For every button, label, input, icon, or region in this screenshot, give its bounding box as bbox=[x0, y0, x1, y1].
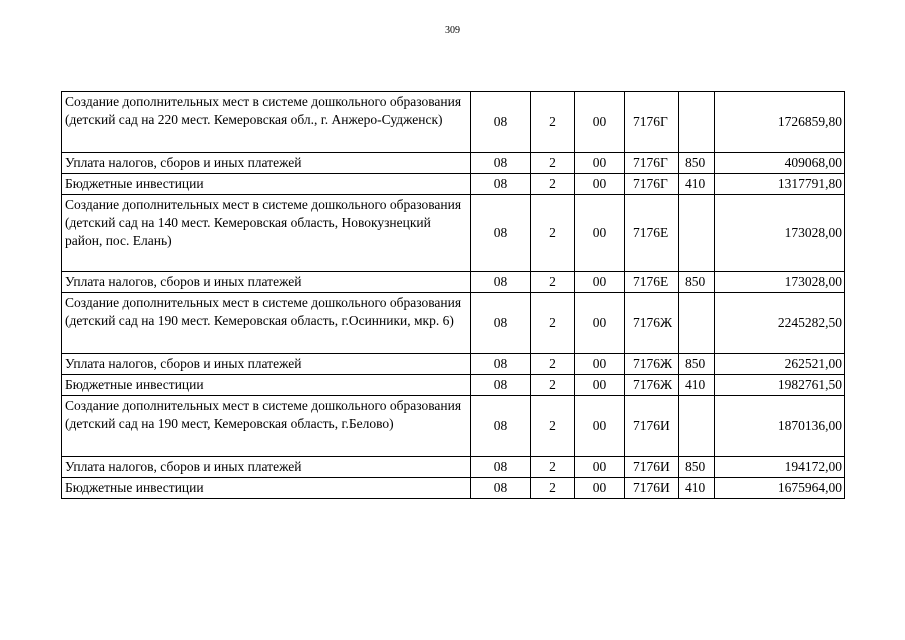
row-name: Уплата налогов, сборов и иных платежей bbox=[62, 354, 471, 375]
row-name: Бюджетные инвестиции bbox=[62, 478, 471, 499]
row-target-code: 7176Г bbox=[625, 174, 679, 195]
row-expense-type: 850 bbox=[679, 153, 715, 174]
row-expense-type: 850 bbox=[679, 457, 715, 478]
row-section: 08 bbox=[471, 375, 531, 396]
row-section: 08 bbox=[471, 396, 531, 457]
row-subsection: 2 bbox=[531, 272, 575, 293]
row-amount: 1317791,80 bbox=[715, 174, 845, 195]
row-section: 08 bbox=[471, 174, 531, 195]
row-section: 08 bbox=[471, 293, 531, 354]
row-amount: 262521,00 bbox=[715, 354, 845, 375]
row-expense-type: 410 bbox=[679, 375, 715, 396]
row-name: Уплата налогов, сборов и иных платежей bbox=[62, 272, 471, 293]
row-name: Уплата налогов, сборов и иных платежей bbox=[62, 153, 471, 174]
row-subsection: 2 bbox=[531, 478, 575, 499]
row-section: 08 bbox=[471, 272, 531, 293]
row-section: 08 bbox=[471, 153, 531, 174]
row-target-code: 7176Ж bbox=[625, 375, 679, 396]
row-name: Бюджетные инвестиции bbox=[62, 375, 471, 396]
page-number: 309 bbox=[445, 25, 460, 36]
row-target-code: 7176И bbox=[625, 478, 679, 499]
row-name: Создание дополнительных мест в системе дошкольного образования (детский сад на 220 мест. Кемеровская обл., г. Анжеро-Судженск) bbox=[62, 92, 471, 153]
row-amount: 1726859,80 bbox=[715, 92, 845, 153]
row-expense-type bbox=[679, 92, 715, 153]
row-amount: 173028,00 bbox=[715, 195, 845, 272]
row-target-code-prefix: 00 bbox=[575, 293, 625, 354]
row-expense-type bbox=[679, 293, 715, 354]
row-name: Создание дополнительных мест в системе дошкольного образования (детский сад на 190 мест, Кемеровская область, г.Белово) bbox=[62, 396, 471, 457]
row-subsection: 2 bbox=[531, 396, 575, 457]
row-target-code-prefix: 00 bbox=[575, 375, 625, 396]
row-target-code: 7176Г bbox=[625, 153, 679, 174]
row-target-code: 7176Г bbox=[625, 92, 679, 153]
row-target-code-prefix: 00 bbox=[575, 272, 625, 293]
row-expense-type bbox=[679, 195, 715, 272]
row-target-code-prefix: 00 bbox=[575, 478, 625, 499]
row-amount: 2245282,50 bbox=[715, 293, 845, 354]
row-name: Бюджетные инвестиции bbox=[62, 174, 471, 195]
row-subsection: 2 bbox=[531, 153, 575, 174]
row-section: 08 bbox=[471, 457, 531, 478]
row-subsection: 2 bbox=[531, 293, 575, 354]
row-amount: 173028,00 bbox=[715, 272, 845, 293]
table-row bbox=[62, 457, 845, 478]
row-section: 08 bbox=[471, 92, 531, 153]
row-target-code: 7176И bbox=[625, 396, 679, 457]
row-target-code-prefix: 00 bbox=[575, 354, 625, 375]
row-subsection: 2 bbox=[531, 92, 575, 153]
row-amount: 1982761,50 bbox=[715, 375, 845, 396]
row-subsection: 2 bbox=[531, 354, 575, 375]
row-target-code-prefix: 00 bbox=[575, 457, 625, 478]
row-name: Создание дополнительных мест в системе дошкольного образования (детский сад на 140 мест. Кемеровская область, Новокузнецкий район, пос. Елань) bbox=[62, 195, 471, 272]
row-target-code: 7176И bbox=[625, 457, 679, 478]
row-subsection: 2 bbox=[531, 375, 575, 396]
row-amount: 1870136,00 bbox=[715, 396, 845, 457]
row-target-code: 7176Ж bbox=[625, 354, 679, 375]
row-target-code-prefix: 00 bbox=[575, 92, 625, 153]
row-name: Создание дополнительных мест в системе дошкольного образования (детский сад на 190 мест. Кемеровская область, г.Осинники, мкр. 6) bbox=[62, 293, 471, 354]
row-amount: 194172,00 bbox=[715, 457, 845, 478]
row-target-code: 7176Ж bbox=[625, 293, 679, 354]
row-section: 08 bbox=[471, 354, 531, 375]
table-row bbox=[62, 396, 845, 457]
table-row bbox=[62, 92, 845, 153]
row-target-code: 7176Е bbox=[625, 272, 679, 293]
row-target-code: 7176Е bbox=[625, 195, 679, 272]
row-subsection: 2 bbox=[531, 174, 575, 195]
row-target-code-prefix: 00 bbox=[575, 396, 625, 457]
budget-table bbox=[61, 91, 845, 499]
table-row bbox=[62, 354, 845, 375]
row-section: 08 bbox=[471, 195, 531, 272]
table-row bbox=[62, 153, 845, 174]
row-subsection: 2 bbox=[531, 195, 575, 272]
row-section: 08 bbox=[471, 478, 531, 499]
row-expense-type: 850 bbox=[679, 272, 715, 293]
table-row bbox=[62, 195, 845, 272]
row-expense-type: 850 bbox=[679, 354, 715, 375]
table-row bbox=[62, 174, 845, 195]
row-target-code-prefix: 00 bbox=[575, 174, 625, 195]
row-target-code-prefix: 00 bbox=[575, 195, 625, 272]
row-expense-type: 410 bbox=[679, 174, 715, 195]
table-row bbox=[62, 375, 845, 396]
table-row bbox=[62, 272, 845, 293]
row-expense-type bbox=[679, 396, 715, 457]
table-row bbox=[62, 293, 845, 354]
row-name: Уплата налогов, сборов и иных платежей bbox=[62, 457, 471, 478]
row-amount: 409068,00 bbox=[715, 153, 845, 174]
row-target-code-prefix: 00 bbox=[575, 153, 625, 174]
row-amount: 1675964,00 bbox=[715, 478, 845, 499]
table-row bbox=[62, 478, 845, 499]
row-expense-type: 410 bbox=[679, 478, 715, 499]
row-subsection: 2 bbox=[531, 457, 575, 478]
